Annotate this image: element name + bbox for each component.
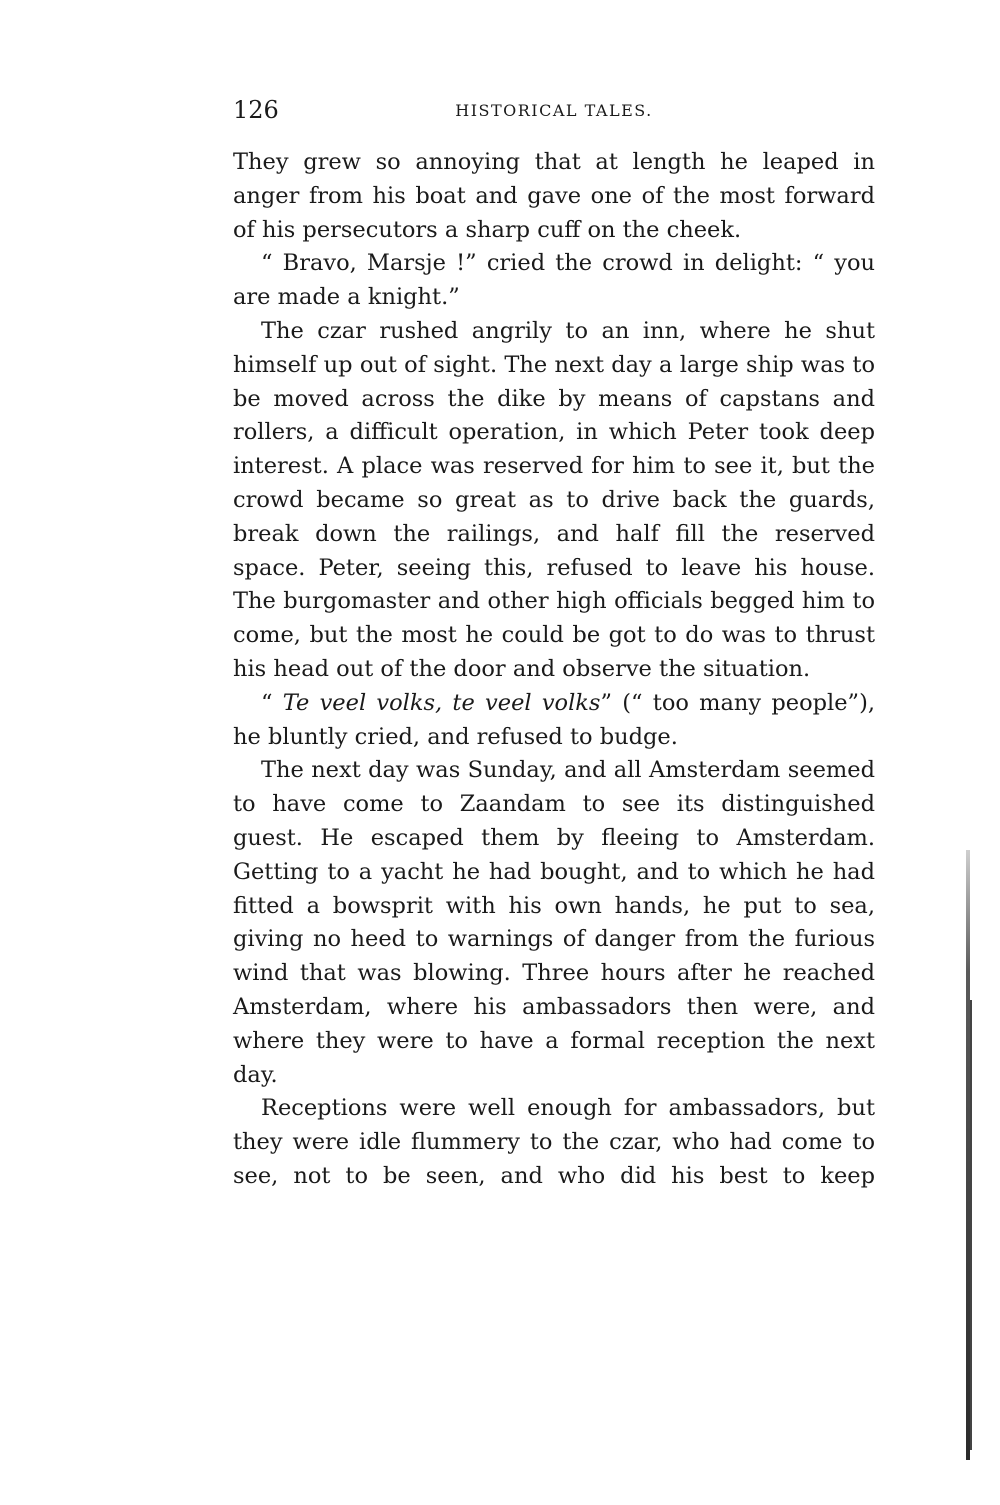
paragraph-4 [233,687,875,755]
page-number: 126 [233,96,279,124]
paragraph-3: The czar rushed angrily to an inn, where he shut himself up out of sight. The next day a large ship was to be moved across the dike by means of capstans and rollers, a difficult operation, in which Peter took deep interest. A place was reserved for him to see it, but the crowd became so great as to drive back the guards, break down the railings, and half fill the reserved space. Peter, seeing this, refused to leave his house. The burgomaster and other high officials begged him to come, but the most he could be got to do was to thrust his head out of the door and observe the situation. [233,317,875,682]
paragraph-4-italic-quote: Te veel volks, te veel volks [282,689,601,716]
running-title: HISTORICAL TALES. [455,101,653,120]
paragraph-4-open-quote: “ [261,689,283,716]
paragraph-1: They grew so annoying that at length he leaped in anger from his boat and gave one of the most forward of his persecutors a sharp cuff on the cheek. [233,149,875,243]
page-body [233,146,875,1194]
scan-edge-line [970,1000,972,1450]
paragraph-4-rest: ” (“ too many people”), he bluntly cried, and refused to budge. [233,689,875,750]
paragraph-2: “ Bravo, Marsje !” cried the crowd in delight: “ you are made a knight.” [233,250,875,311]
page-header [233,96,875,128]
paragraph-5: The next day was Sunday, and all Amsterdam seemed to have come to Zaandam to see its distinguished guest. He escaped them by fleeing to Amsterdam. Getting to a yacht he had bought, and to which he had fitted a bowsprit with his own hands, he put to sea, giving no heed to warnings of danger from the furious wind that was blowing. Three hours after he reached Amsterdam, where his ambassadors then were, and where they were to have a formal reception the next day. [233,757,875,1088]
paragraph-6: Receptions were well enough for ambassadors, but they were idle flummery to the czar, who had come to see, not to be seen, and who did his best to keep [233,1095,875,1189]
